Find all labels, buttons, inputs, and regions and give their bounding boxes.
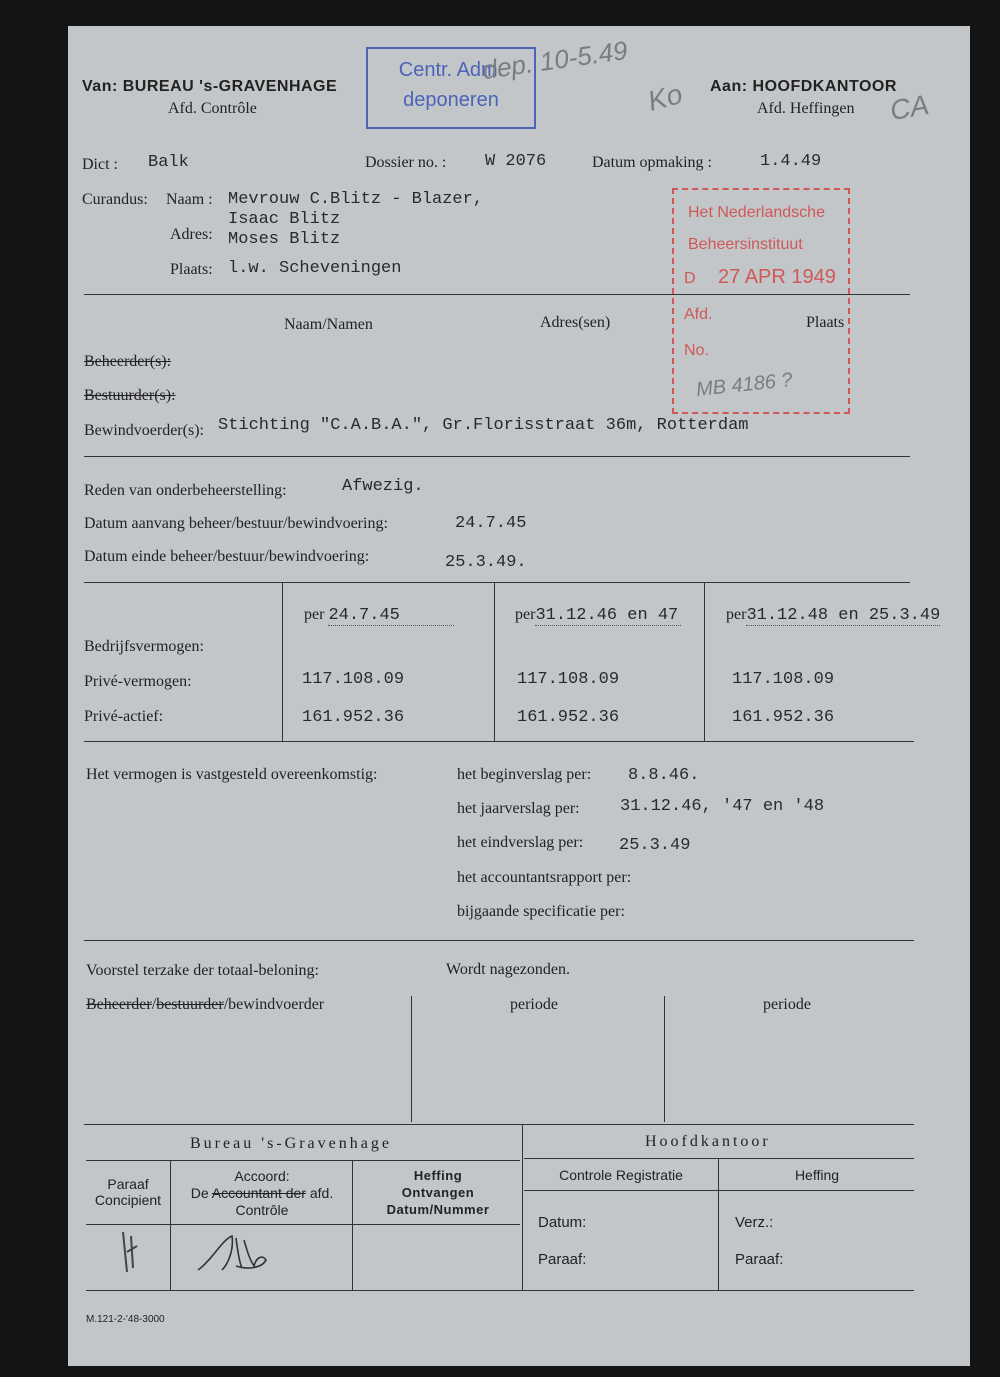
basis-item-value: 8.8.46. <box>628 766 700 785</box>
footer-right-title: Hoofdkantoor <box>645 1133 771 1150</box>
amount-cell: 117.108.09 <box>302 670 405 689</box>
heffing-header: Heffing <box>413 1168 463 1183</box>
date-label: Datum opmaking : <box>592 154 712 171</box>
dict-value: Balk <box>148 153 189 172</box>
basis-item-value: 31.12.46, '47 en '48 <box>620 797 825 816</box>
divider <box>84 294 910 295</box>
divider <box>84 741 914 742</box>
concipient-initial-signature <box>115 1228 145 1278</box>
red-stamp-no: No. <box>684 342 709 359</box>
role-struck: bestuurder <box>156 996 224 1013</box>
red-stamp-line-2: Beheersinstituut <box>688 236 803 253</box>
period-header-1 <box>304 606 454 626</box>
divider <box>84 1124 914 1125</box>
pencil-initials: CA <box>887 88 932 127</box>
period-value: 31.12.48 en 25.3.49 <box>746 606 941 625</box>
red-stamp-line-1: Het Nederlandsche <box>688 204 825 221</box>
pencil-deposit-note: dep. 10-5.49 <box>480 34 630 86</box>
reward-role: Beheerder/bestuurder/bewindvoerder <box>86 996 325 1013</box>
row-label: Bedrijfsvermogen: <box>84 638 204 655</box>
bewindvoerder-label: Bewindvoerder(s): <box>84 422 204 439</box>
to-line <box>710 78 897 96</box>
divider <box>86 1160 520 1161</box>
place-value: l.w. Scheveningen <box>228 259 402 278</box>
datum-label: Datum: <box>538 1214 587 1231</box>
col-divider <box>704 583 705 741</box>
dossier-value: W 2076 <box>485 152 547 171</box>
date-value: 1.4.49 <box>760 152 822 171</box>
amount-cell: 117.108.09 <box>517 670 620 689</box>
col-divider <box>494 583 495 741</box>
curandus-label: Curandus: <box>82 191 148 208</box>
basis-item-label: het accountantsrapport per: <box>457 869 632 886</box>
amount-cell: 161.952.36 <box>302 708 405 727</box>
accoord-suffix: afd. <box>309 1185 334 1201</box>
red-stamp-afd: Afd. <box>684 306 713 323</box>
addresses-column-header: Adres(sen) <box>540 314 611 331</box>
col-divider <box>522 1125 523 1290</box>
row-label: Privé-vermogen: <box>84 673 192 690</box>
divider <box>84 456 910 457</box>
name-value: Mevrouw C.Blitz - Blazer, <box>228 190 484 209</box>
verz-label: Verz.: <box>735 1214 774 1231</box>
period-header-3 <box>726 606 940 626</box>
period-label: periode <box>510 996 558 1013</box>
accoord-header-line3: Contrôle <box>235 1202 289 1218</box>
accoord-prefix: De <box>190 1185 209 1201</box>
basis-item-label: het jaarverslag per: <box>457 800 580 817</box>
paraaf-label-right: Paraaf: <box>735 1251 784 1268</box>
col-divider <box>664 996 665 1122</box>
red-stamp-handwritten: MB 4186 ? <box>695 369 794 401</box>
period-header-2 <box>515 606 681 626</box>
col-divider <box>282 583 283 741</box>
datum-nummer-header: Datum/Nummer <box>386 1202 490 1217</box>
bewindvoerder-value: Stichting "C.A.B.A.", Gr.Florisstraat 36m, Rotterdam <box>218 416 749 435</box>
reason-value: Afwezig. <box>342 477 424 496</box>
bestuurder-label: Bestuurder(s): <box>84 387 176 404</box>
basis-item-label: het beginverslag per: <box>457 766 592 783</box>
dict-label: Dict : <box>82 156 118 173</box>
place-label: Plaats: <box>170 261 213 278</box>
divider <box>524 1158 914 1159</box>
accoord-header-line2 <box>172 1185 352 1201</box>
period-value: 31.12.46 en 47 <box>535 606 681 626</box>
start-date-label: Datum aanvang beheer/bestuur/bewindvoering: <box>84 515 388 532</box>
divider <box>524 1190 914 1191</box>
from-value: BUREAU 's-GRAVENHAGE <box>122 78 338 95</box>
dossier-label: Dossier no. : <box>365 154 447 171</box>
controle-registratie-header: Controle Registratie <box>559 1167 683 1183</box>
stamp-line-2: deponeren <box>403 89 499 111</box>
role-rest: /bewindvoerder <box>223 996 325 1013</box>
beheerder-label: Beheerder(s): <box>84 353 172 370</box>
col-divider <box>170 1161 171 1290</box>
to-value: HOOFDKANTOOR <box>752 78 897 95</box>
reason-label: Reden van onderbeheerstelling: <box>84 482 287 499</box>
amount-cell: 161.952.36 <box>732 708 835 727</box>
ontvangen-header: Ontvangen <box>401 1185 475 1200</box>
address-label: Adres: <box>170 226 213 243</box>
divider <box>84 940 914 941</box>
amount-cell: 161.952.36 <box>517 708 620 727</box>
pencil-mark: Ko <box>644 78 686 117</box>
from-line <box>82 78 337 96</box>
red-stamp-date: 27 APR 1949 <box>718 266 836 288</box>
paraaf-label: Paraaf: <box>538 1251 587 1268</box>
plaats-column-label: Plaats <box>806 314 845 331</box>
amount-cell: 117.108.09 <box>732 670 835 689</box>
period-value: 24.7.45 <box>328 606 454 626</box>
from-label: Van: <box>82 78 118 95</box>
form-code: M.121-2-'48-3000 <box>86 1314 165 1325</box>
name-line-3: Moses Blitz <box>228 230 341 249</box>
start-date-value: 24.7.45 <box>455 514 527 533</box>
name-label: Naam : <box>166 191 213 208</box>
divider <box>86 1224 520 1225</box>
end-date-value: 25.3.49. <box>445 553 527 572</box>
from-department: Afd. Contrôle <box>168 100 257 117</box>
end-date-label: Datum einde beheer/bestuur/bewindvoering: <box>84 548 370 565</box>
name-line-2: Isaac Blitz <box>228 210 341 229</box>
reward-label: Voorstel terzake der totaal-beloning: <box>86 962 319 979</box>
per-label: per <box>304 606 325 623</box>
col-divider <box>352 1161 353 1290</box>
per-label: per <box>726 606 747 623</box>
basis-label: Het vermogen is vastgesteld overeenkomstig: <box>86 766 378 783</box>
reward-value: Wordt nagezonden. <box>446 961 570 978</box>
col-divider <box>718 1159 719 1290</box>
footer-left-title: Bureau 's-Gravenhage <box>190 1135 392 1152</box>
basis-item-label: het eindverslag per: <box>457 834 584 851</box>
accoord-header: Accoord: <box>234 1168 290 1184</box>
period-label: periode <box>763 996 811 1013</box>
accoord-struck: Accountant der <box>211 1185 306 1201</box>
divider <box>86 1290 914 1291</box>
basis-item-label: bijgaande specificatie per: <box>457 903 625 920</box>
red-stamp-date-prefix: D <box>684 270 696 287</box>
basis-item-value: 25.3.49 <box>619 836 691 855</box>
beheersinstituut-stamp <box>672 188 850 414</box>
paraaf-concipient-header: Paraaf Concipient <box>94 1176 162 1208</box>
controle-signature <box>192 1230 276 1276</box>
row-label: Privé-actief: <box>84 708 164 725</box>
stamp-line-1: Centr. Adm. <box>398 59 504 81</box>
role-struck: Beheerder <box>86 996 152 1013</box>
heffing-right-header: Heffing <box>794 1167 840 1183</box>
col-divider <box>411 996 412 1122</box>
divider <box>84 582 910 583</box>
to-label: Aan: <box>710 78 748 95</box>
names-column-header: Naam/Namen <box>284 316 373 333</box>
to-department: Afd. Heffingen <box>757 100 855 117</box>
per-label: per <box>515 606 536 623</box>
